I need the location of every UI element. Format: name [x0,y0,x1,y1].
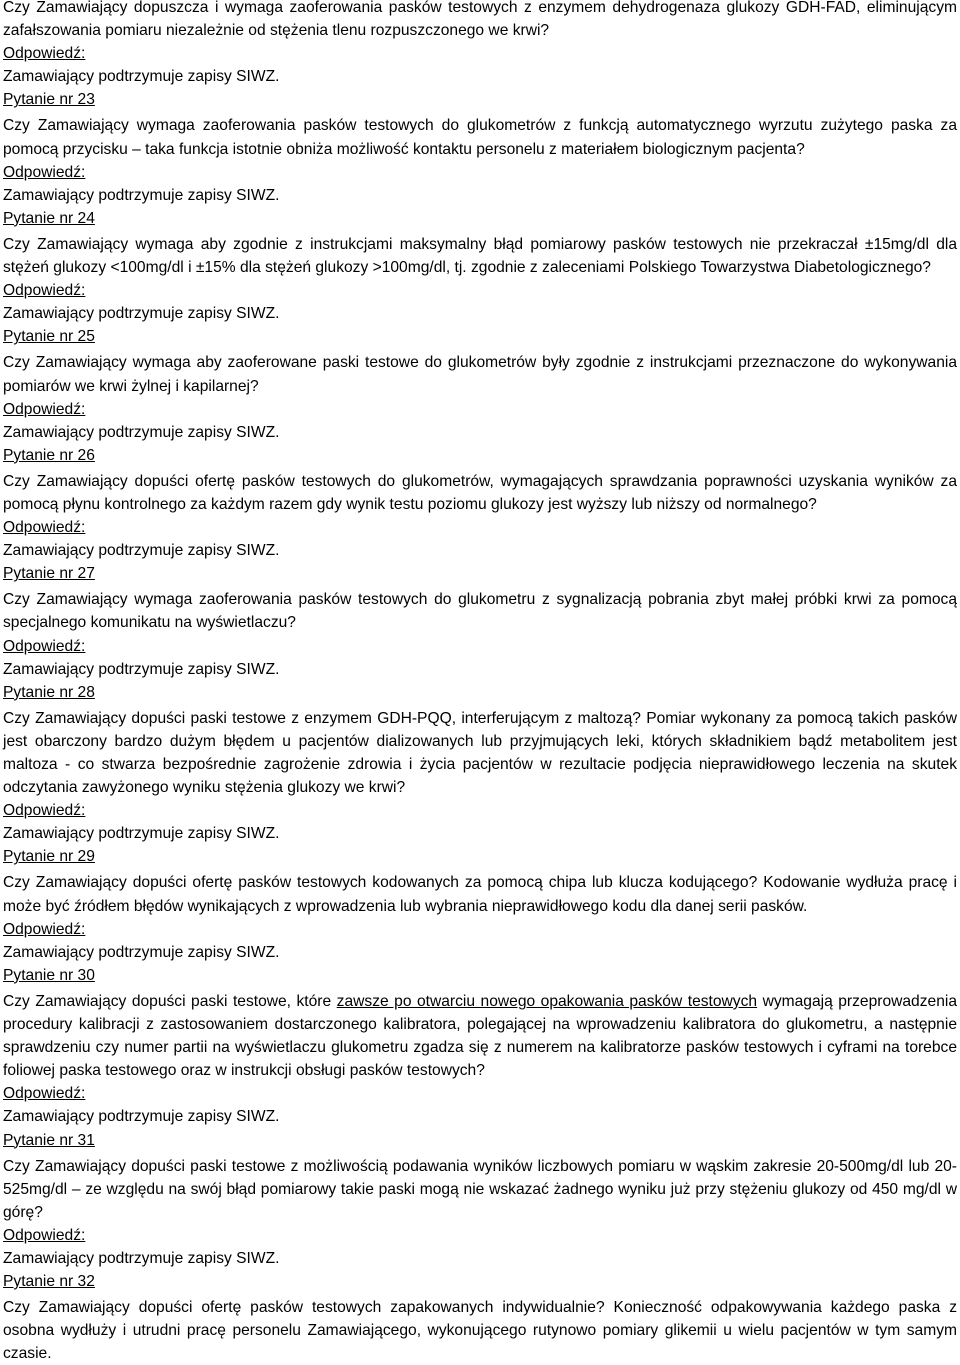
question-text: Czy Zamawiający dopuści ofertę pasków testowych do glukometrów, wymagających sprawdzania poprawności uzyskania wyników za pomocą płynu kontrolnego za każdym razem gdy wynik testu poziomu glukozy jest wyższy lub niższy od normalnego? [3,472,957,513]
question-text: Czy Zamawiający dopuszcza i wymaga zaoferowania pasków testowych z enzymem dehydrogenaza glukozy GDH-FAD, eliminującym zafałszowania pomiaru niezależnie od stężenia tlenu rozpuszczonego we krwi? [3,0,957,40]
answer-text: Zamawiający podtrzymuje zapisy SIWZ. [3,423,280,441]
question-text: Czy Zamawiający dopuści ofertę pasków testowych zapakowanych indywidualnie? Konieczność odpakowywania każdego paska z osobna wydłuży i utrudni pracę personelu Zamawiającego, wykonującego rutynowo pomiary glikemii u wielu pacjentów w tym samym czasie. [3,1299,957,1363]
question-text [3,990,957,1082]
answer-label: Odpowiedź: [3,400,86,418]
question-text: Czy Zamawiający wymaga zaoferowania pasków testowych do glukometrów z funkcją automatycznego wyrzutu zużytego paska za pomocą przycisku – taka funkcja istotnie obniża możliwość kontaktu personelu z materiałem biologicznym pacjenta? [3,117,957,158]
answer-label: Odpowiedź: [3,802,86,820]
answer-text: Zamawiający podtrzymuje zapisy SIWZ. [3,825,280,843]
question-heading: Pytanie nr 27 [3,565,95,583]
answer-text: Zamawiający podtrzymuje zapisy SIWZ. [3,186,280,204]
answer-text: Zamawiający podtrzymuje zapisy SIWZ. [3,943,280,961]
question-text-part: wymagają przeprowadzenia procedury kalibracji z zastosowaniem dostarczonego kalibratora, polegającej na wprowadzeniu kalibratora do glukometru, a następnie sprawdzeniu czy numer partii na wyświetlaczu glukometru zgadza się z numerem na kalibratorze pasków testowych i cyframi na torebce foliowej paska testowego oraz w instrukcji obsługi pasków testowych? [3,992,958,1080]
answer-label: Odpowiedź: [3,45,86,63]
question-heading: Pytanie nr 30 [3,966,95,984]
answer-label: Odpowiedź: [3,920,86,938]
answer-text: Zamawiający podtrzymuje zapisy SIWZ. [3,305,280,323]
question-heading: Pytanie nr 32 [3,1273,95,1291]
answer-label: Odpowiedź: [3,519,86,537]
question-text-part: Czy Zamawiający dopuści paski testowe, które [3,992,337,1010]
question-heading: Pytanie nr 25 [3,328,95,346]
answer-label: Odpowiedź: [3,282,86,300]
question-heading: Pytanie nr 31 [3,1131,95,1149]
answer-label: Odpowiedź: [3,637,86,655]
question-heading: Pytanie nr 24 [3,209,95,227]
question-heading: Pytanie nr 28 [3,683,95,701]
question-text: Czy Zamawiający wymaga aby zgodnie z instrukcjami maksymalny błąd pomiarowy pasków testowych nie przekraczał ±15mg/dl dla stężeń glukozy <100mg/dl i ±15% dla stężeń glukozy >100mg/dl, tj. zgodnie z zaleceniami Polskiego Towarzystwa Diabetologicznego? [3,235,957,277]
answer-text: Zamawiający podtrzymuje zapisy SIWZ. [3,660,280,678]
question-text: Czy Zamawiający wymaga zaoferowania pasków testowych do glukometru z sygnalizacją pobrania zbyt małej próbki krwi za pomocą specjalnego komunikatu na wyświetlaczu? [3,591,957,632]
question-text: Czy Zamawiający dopuści paski testowe z możliwością podawania wyników liczbowych pomiaru w wąskim zakresie 20-500mg/dl lub 20-525mg/dl – ze względu na swój błąd pomiarowy takie paski mogą nie wskazać żadnego wyniku już przy stężeniu glukozy od 450 mg/dl w górę? [3,1157,957,1221]
question-heading: Pytanie nr 26 [3,446,95,464]
question-text: Czy Zamawiający wymaga aby zaoferowane paski testowe do glukometrów były zgodnie z instrukcjami przeznaczone do wykonywania pomiarów we krwi żylnej i kapilarnej? [3,354,957,395]
question-text: Czy Zamawiający dopuści ofertę pasków testowych kodowanych za pomocą chipa lub klucza kodującego? Kodowanie wydłuża pracę i może być źródłem błędów wynikających z wprowadzenia lub wybrania nieprawidłowego kodu dla danej serii pasków. [3,874,957,915]
answer-text: Zamawiający podtrzymuje zapisy SIWZ. [3,1249,280,1267]
answer-text: Zamawiający podtrzymuje zapisy SIWZ. [3,68,280,86]
answer-text: Zamawiający podtrzymuje zapisy SIWZ. [3,542,280,560]
answer-label: Odpowiedź: [3,1085,86,1103]
question-heading: Pytanie nr 29 [3,848,95,866]
answer-label: Odpowiedź: [3,163,86,181]
answer-label: Odpowiedź: [3,1226,86,1244]
question-text: Czy Zamawiający dopuści paski testowe z enzymem GDH-PQQ, interferującym z maltozą? Pomiar wykonany za pomocą takich pasków jest obarczony bardzo dużym błędem u pacjentów dializowanych lub przyjmujących leki, których składnikiem bądź metabolitem jest maltoza - co stwarza bezpośrednie zagrożenie zdrowia i życia pacjentów w rezultacie podjęcia nieprawidłowego leczenia na skutek odczytania zawyżonego wyniku stężenia glukozy we krwi? [3,709,957,797]
underlined-phrase: zawsze po otwarciu nowego opakowania pasków testowych [336,992,758,1010]
answer-text: Zamawiający podtrzymuje zapisy SIWZ. [3,1108,280,1126]
question-heading: Pytanie nr 23 [3,91,95,109]
